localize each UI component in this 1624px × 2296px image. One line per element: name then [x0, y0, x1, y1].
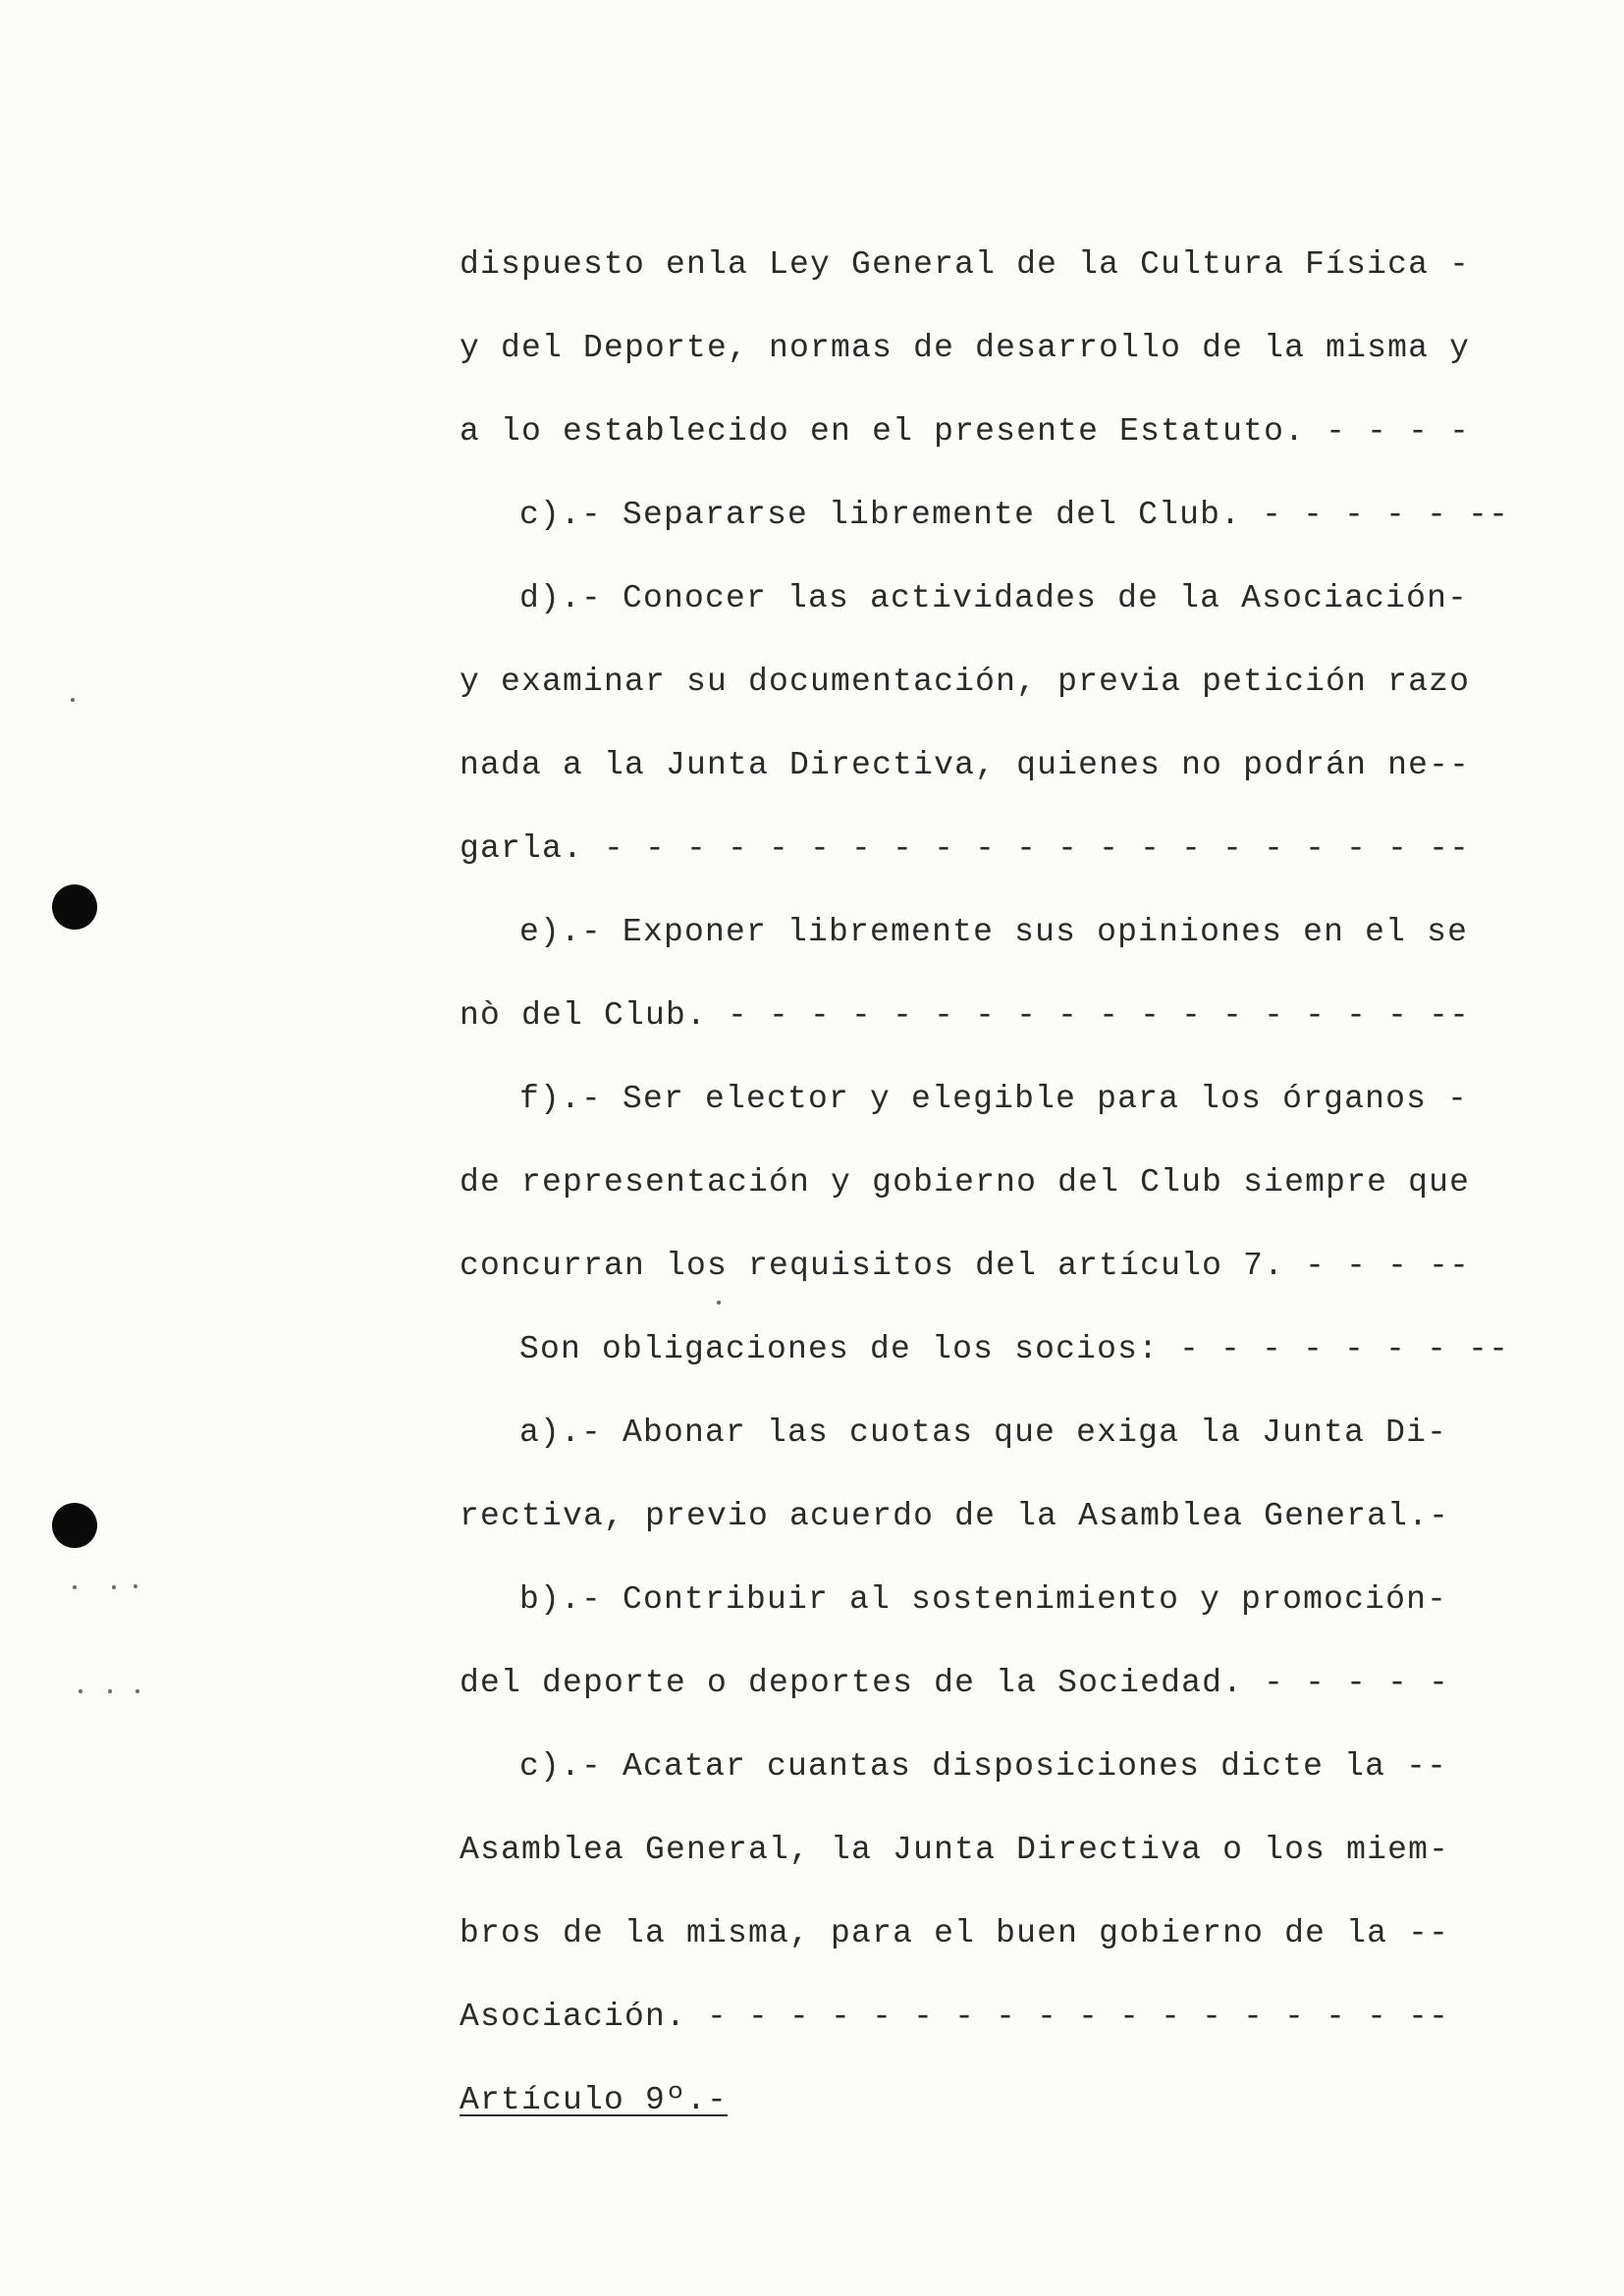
text-line-11: f).- Ser elector y elegible para los órganos - — [519, 1081, 1469, 1117]
paper-speck — [71, 698, 75, 702]
text-line-19: c).- Acatar cuantas disposiciones dicte la -- — [519, 1748, 1448, 1785]
article-heading: Artículo 9º.- — [460, 2082, 729, 2118]
paper-speck — [135, 1689, 139, 1693]
paper-speck — [79, 1689, 82, 1693]
text-line-7: nada a la Junta Directiva, quienes no podrán ne-- — [460, 747, 1471, 783]
text-line-2: y del Deporte, normas de desarrollo de la misma y — [460, 330, 1471, 366]
text-line-15: a).- Abonar las cuotas que exiga la Junta Di- — [519, 1415, 1448, 1451]
punch-hole-bottom — [52, 1503, 97, 1548]
text-line-17: b).- Contribuir al sostenimiento y promoción- — [519, 1581, 1448, 1618]
text-line-5: d).- Conocer las actividades de la Asociación- — [519, 580, 1469, 616]
text-line-16: rectiva, previo acuerdo de la Asamblea General.- — [460, 1498, 1450, 1534]
text-line-22: Asociación. - - - - - - - - - - - - - - - - - -- — [460, 1999, 1450, 2035]
paper-speck — [73, 1585, 77, 1589]
punch-hole-top — [52, 884, 97, 930]
text-line-4: c).- Separarse libremente del Club. - - - - - -- — [519, 497, 1510, 533]
text-line-8: garla. - - - - - - - - - - - - - - - - - - - - -- — [460, 830, 1471, 867]
text-line-3: a lo establecido en el presente Estatuto. - - - - — [460, 413, 1471, 450]
paper-speck — [108, 1689, 112, 1693]
text-line-6: y examinar su documentación, previa petición razo — [460, 664, 1471, 700]
text-line-1: dispuesto enla Ley General de la Cultura Física - — [460, 246, 1471, 283]
text-line-14: Son obligaciones de los socios: - - - - - - - -- — [519, 1331, 1510, 1367]
text-line-20: Asamblea General, la Junta Directiva o los miem- — [460, 1832, 1450, 1868]
text-line-9: e).- Exponer libremente sus opiniones en el se — [519, 914, 1469, 950]
text-line-18: del deporte o deportes de la Sociedad. - - - - - — [460, 1665, 1450, 1701]
text-line-13: concurran los requisitos del artículo 7. - - - -- — [460, 1248, 1471, 1284]
text-line-10: nò del Club. - - - - - - - - - - - - - - - - - -- — [460, 997, 1471, 1034]
text-line-12: de representación y gobierno del Club siempre que — [460, 1164, 1471, 1201]
text-line-21: bros de la misma, para el buen gobierno de la -- — [460, 1915, 1450, 1951]
paper-speck — [717, 1301, 721, 1305]
paper-speck — [112, 1585, 116, 1589]
paper-speck — [134, 1584, 137, 1588]
